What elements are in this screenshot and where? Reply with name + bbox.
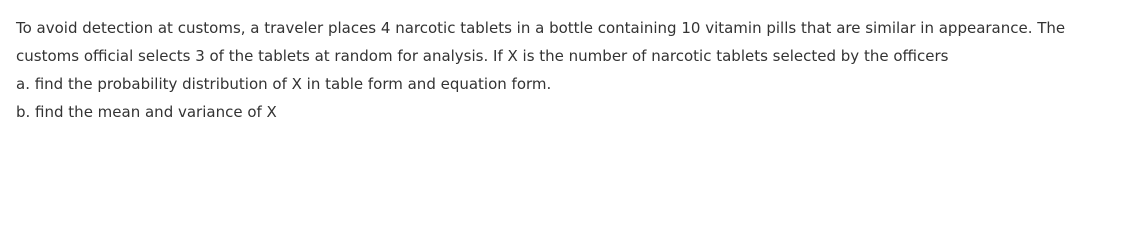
question-part-b: b. find the mean and variance of X: [16, 103, 277, 121]
question-paragraph: To avoid detection at customs, a traveler places 4 narcotic tablets in a bottle containing 10 vitamin pills that are similar in appearance. The customs official selects 3 of the tablets at random for analysis. If X is the number of narcotic tablets selected by the officers: [16, 19, 1066, 65]
question-part-a: a. find the probability distribution of X in table form and equation form.: [16, 75, 552, 93]
